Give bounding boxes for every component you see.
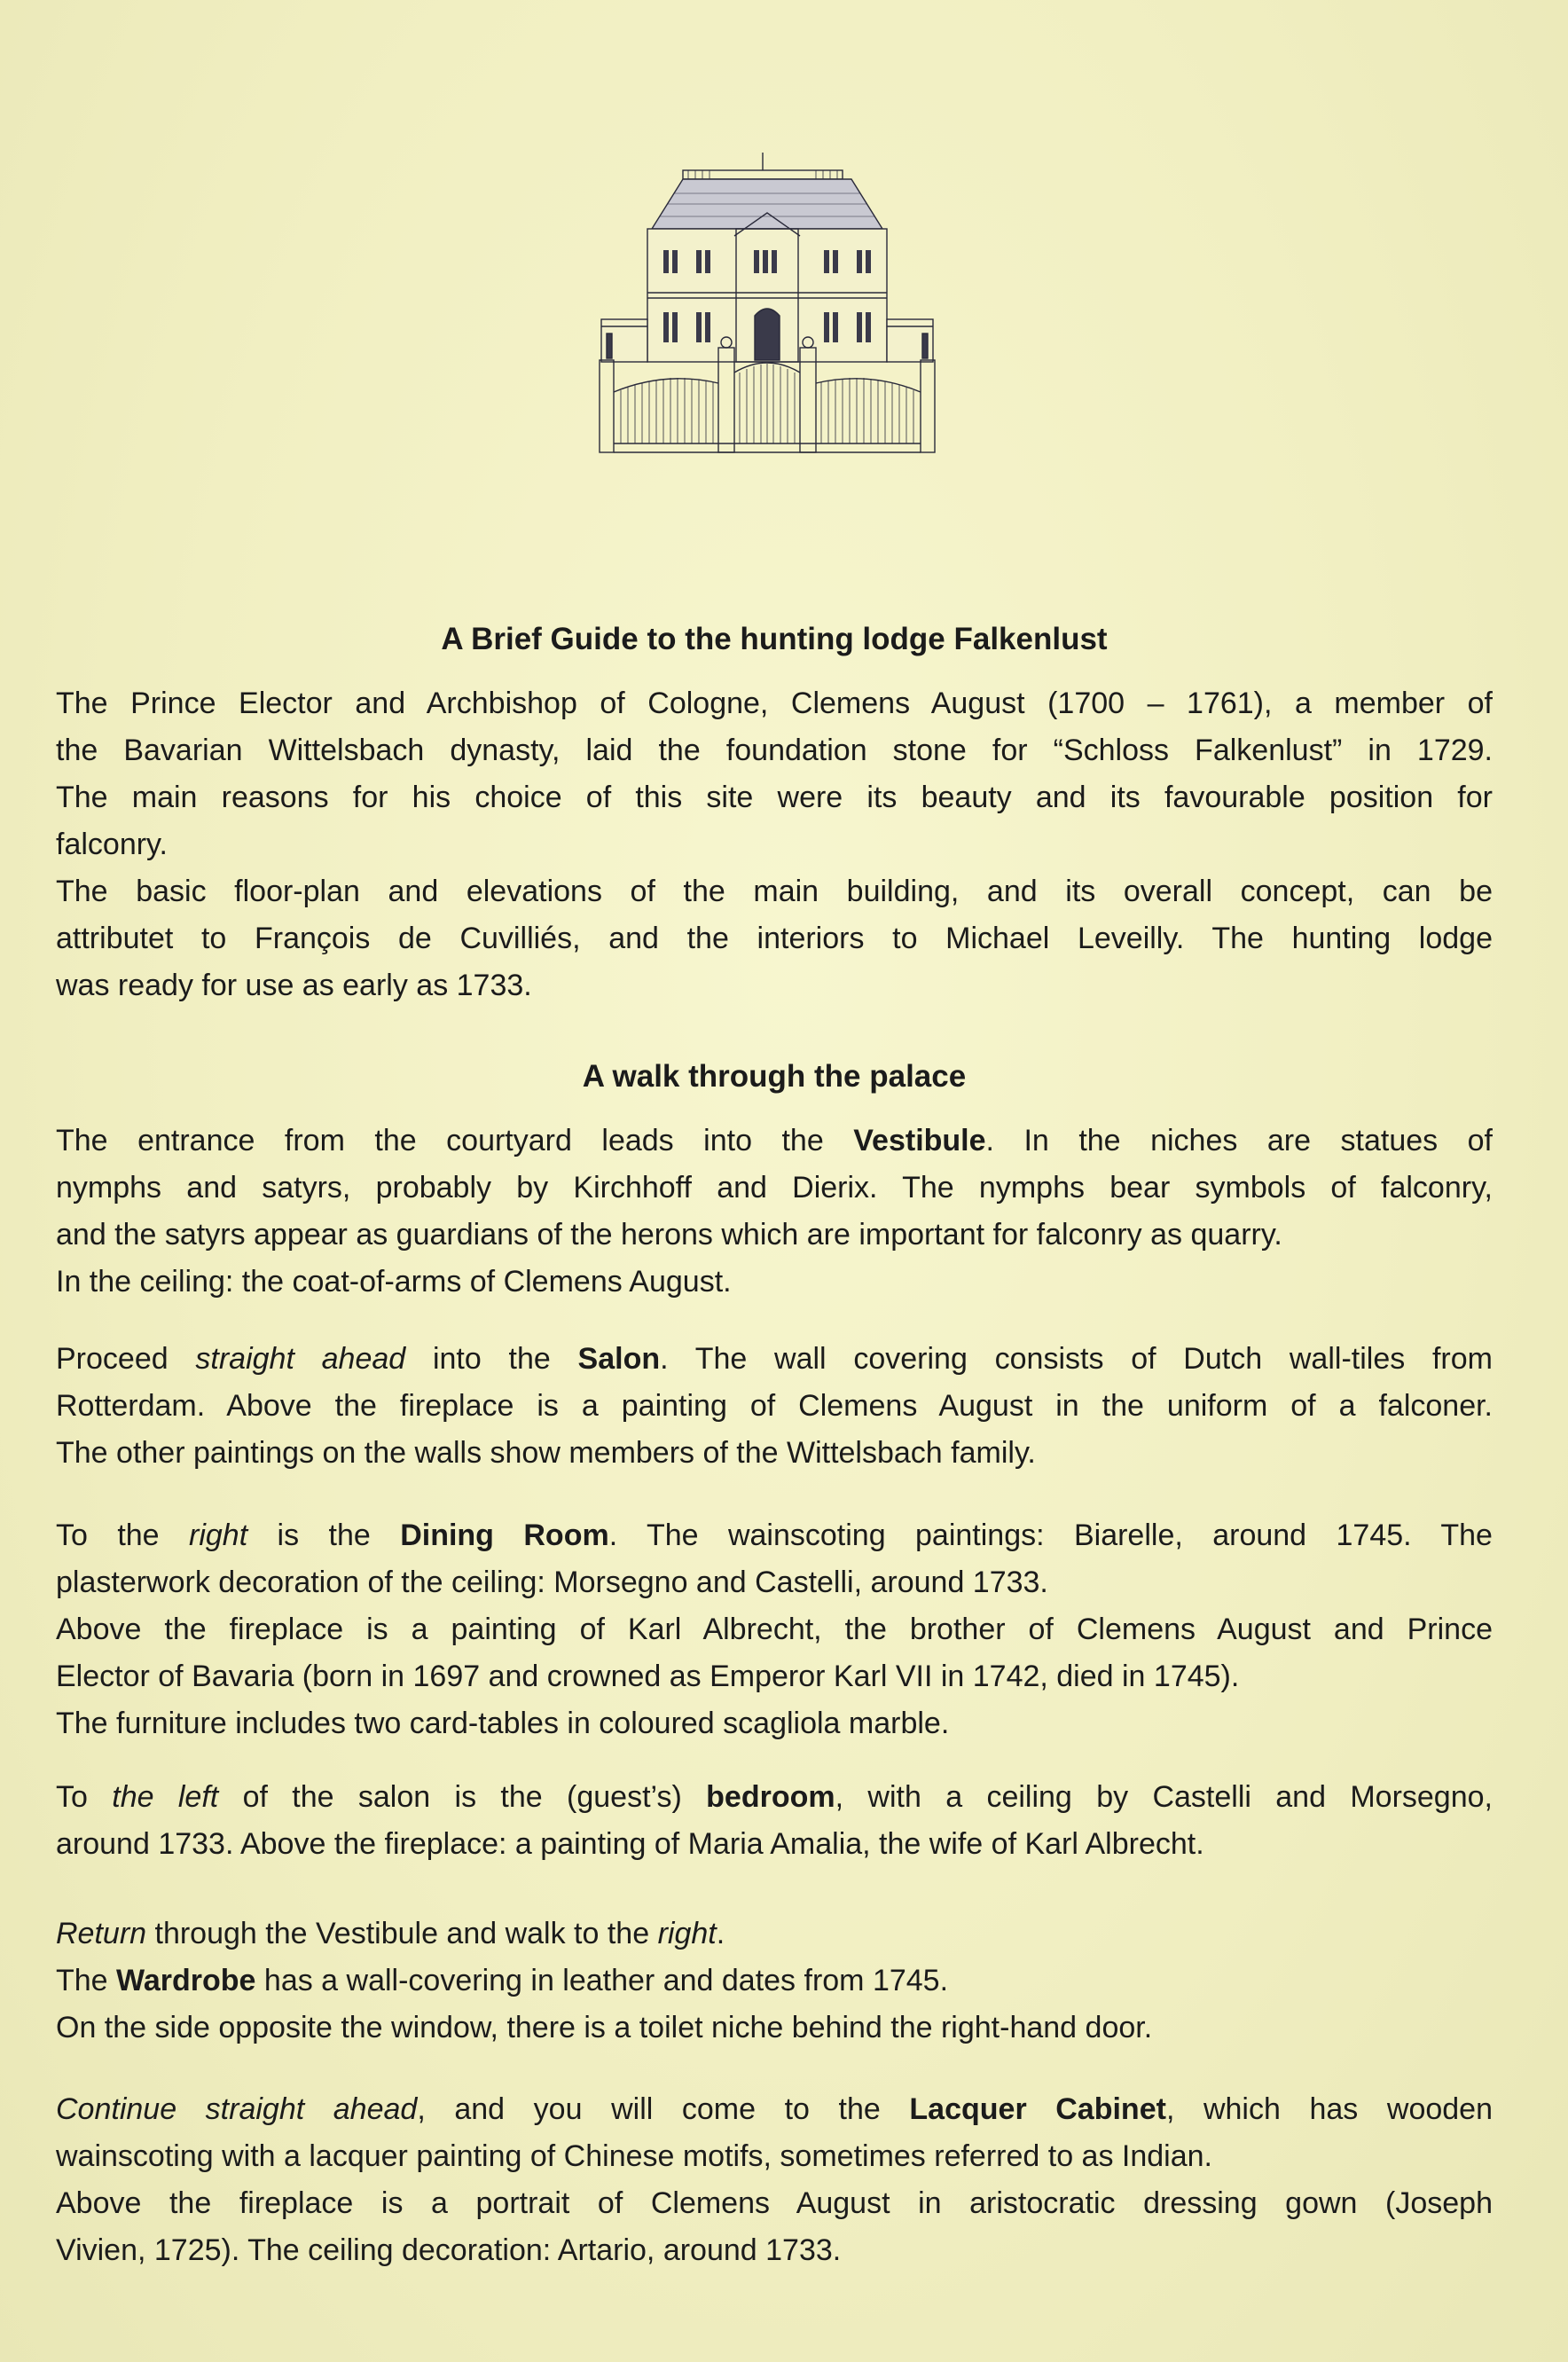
text-line: Above the fireplace is a painting of Karl Albrecht, the brother of Clemens August and Prince [56, 1613, 1493, 1646]
text-line: The entrance from the courtyard leads into the Vestibule. In the niches are statues of [56, 1124, 1493, 1157]
bedroom-paragraph [56, 1774, 1493, 1868]
text-line: On the side opposite the window, there is a toilet niche behind the right-hand door. [56, 2011, 1153, 2044]
text-line: The other paintings on the walls show members of the Wittelsbach family. [56, 1436, 1036, 1470]
text-line: attributet to François de Cuvilliés, and the interiors to Michael Leveilly. The hunting lodge [56, 922, 1493, 955]
text-line: Vivien, 1725). The ceiling decoration: Artario, around 1733. [56, 2233, 842, 2267]
text-line: Elector of Bavaria (born in 1697 and crowned as Emperor Karl VII in 1742, died in 1745). [56, 1660, 1240, 1693]
text-line: nymphs and satyrs, probably by Kirchhoff and Dierix. The nymphs bear symbols of falconry, [56, 1171, 1493, 1205]
room-name: Wardrobe [116, 1964, 256, 1997]
text-line: was ready for use as early as 1733. [56, 969, 532, 1002]
room-name: bedroom [706, 1780, 835, 1814]
text-line: Proceed straight ahead into the Salon. The wall covering consists of Dutch wall-tiles from [56, 1342, 1493, 1376]
text-line: The main reasons for his choice of this site were its beauty and its favourable position for [56, 781, 1493, 814]
dining-paragraph [56, 1512, 1493, 1747]
room-name: Dining Room [400, 1518, 609, 1552]
text-line: The furniture includes two card-tables in coloured scagliola marble. [56, 1707, 950, 1740]
text-line: In the ceiling: the coat-of-arms of Clemens August. [56, 1265, 732, 1299]
text-line: Continue straight ahead, and you will come to the Lacquer Cabinet, which has wooden [56, 2092, 1493, 2126]
palace-illustration [594, 151, 945, 466]
room-name: Vestibule [853, 1124, 986, 1157]
text-line: around 1733. Above the fireplace: a painting of Maria Amalia, the wife of Karl Albrecht. [56, 1827, 1204, 1861]
salon-paragraph [56, 1336, 1493, 1477]
text-line: To the left of the salon is the (guest’s) bedroom, with a ceiling by Castelli and Morsegno, [56, 1780, 1493, 1814]
text-line: Rotterdam. Above the fireplace is a painting of Clemens August in the uniform of a falconer. [56, 1389, 1493, 1423]
section-title: A walk through the palace [582, 1059, 967, 1094]
text-line: To the right is the Dining Room. The wainscoting paintings: Biarelle, around 1745. The [56, 1518, 1493, 1552]
lacquer-paragraph [56, 2086, 1493, 2274]
document-title: A Brief Guide to the hunting lodge Falkenlust [441, 622, 1108, 656]
text-line: The basic floor-plan and elevations of the main building, and its overall concept, can be [56, 875, 1493, 908]
room-name: Lacquer Cabinet [909, 2092, 1166, 2126]
text-line: wainscoting with a lacquer painting of Chinese motifs, sometimes referred to as Indian. [56, 2139, 1212, 2173]
vestibule-paragraph [56, 1118, 1493, 1306]
text-line: plasterwork decoration of the ceiling: Morsegno and Castelli, around 1733. [56, 1566, 1048, 1599]
concept-paragraph [56, 868, 1493, 1009]
wardrobe-paragraph [56, 1911, 1493, 2052]
room-name: Salon [577, 1342, 661, 1376]
text-line: The Prince Elector and Archbishop of Cologne, Clemens August (1700 – 1761), a member of [56, 687, 1493, 720]
text-line: the Bavarian Wittelsbach dynasty, laid the foundation stone for “Schloss Falkenlust” in 1729. [56, 734, 1493, 767]
text-line: Above the fireplace is a portrait of Clemens August in aristocratic dressing gown (Joseph [56, 2186, 1493, 2220]
text-line: Return through the Vestibule and walk to the right. [56, 1917, 725, 1950]
intro-paragraph [56, 680, 1493, 868]
text-line: and the satyrs appear as guardians of the herons which are important for falconry as quarry. [56, 1218, 1282, 1252]
text-line: The Wardrobe has a wall-covering in leather and dates from 1745. [56, 1964, 949, 1997]
text-line: falconry. [56, 828, 168, 861]
